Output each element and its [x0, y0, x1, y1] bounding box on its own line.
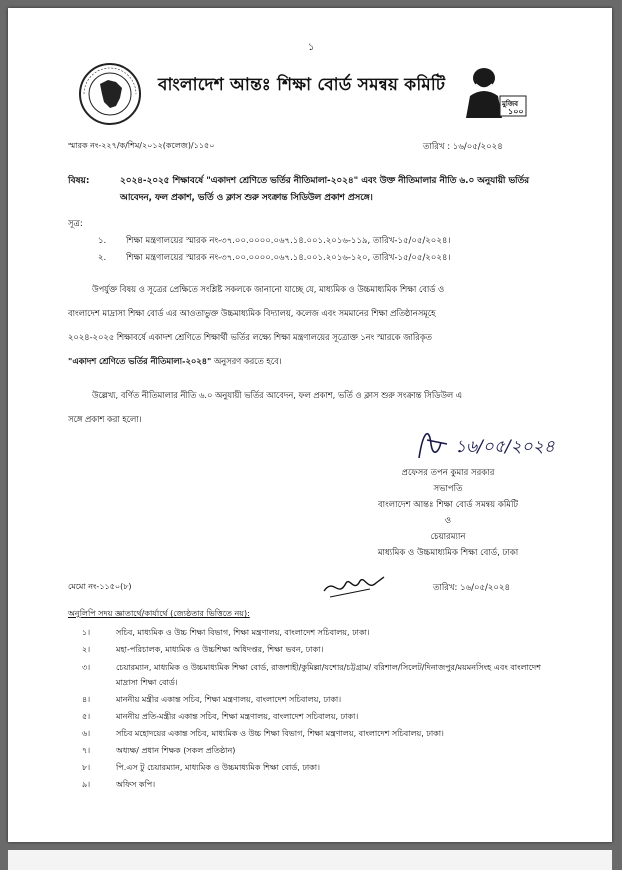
cc-item-number: ৩। [82, 663, 91, 672]
reference-item-number: ১. [98, 236, 107, 246]
cc-item-text: অধ্যক্ষ/ প্রধান শিক্ষক (সকল প্রতিষ্ঠান) [116, 746, 236, 755]
cc-item-number: ১। [82, 628, 91, 637]
reference-item-number: ২. [98, 253, 107, 263]
memo-date: তারিখ: ১৬/০৫/২০২৪ [433, 583, 511, 593]
initial-signature-icon [320, 569, 388, 603]
cc-item-text: সচিব মহোদয়ের একান্ত সচিব, মাধ্যমিক ও উচ্চ শিক্ষা বিভাগ, শিক্ষা মন্ত্রণালয়, বাংলাদেশ সচিবালয়, ঢাকা। [116, 729, 444, 738]
cc-item-number: ৮। [82, 763, 91, 772]
cc-item-text: সচিব, মাধ্যমিক ও উচ্চ শিক্ষা বিভাগ, শিক্ষা মন্ত্রণালয়, বাংলাদেশ সচিবালয়, ঢাকা। [116, 628, 370, 637]
body-paragraph-line: সঙ্গে প্রকাশ করা হলো। [68, 414, 142, 424]
cc-heading: অনুলিপি সদয় জ্ঞাতার্থে/কার্যার্থে (জ্যেষ্ঠতার ভিত্তিতে নয়): [68, 609, 250, 618]
cc-item-number: ৯। [82, 780, 91, 789]
cc-item-text: মাননীয় মন্ত্রীর একান্ত সচিব, শিক্ষা মন্ত্রণালয়, বাংলাদেশ সচিবালয়, ঢাকা। [116, 695, 342, 704]
cc-item-number: ২। [82, 645, 91, 654]
cc-item-text: মাননীয় প্রতি-মন্ত্রীর একান্ত সচিব, শিক্ষা মন্ত্রণালয়, বাংলাদেশ সচিবালয়, ঢাকা। [116, 712, 359, 721]
page-number: ১ [308, 42, 315, 53]
signatory-role: চেয়ারম্যান [430, 532, 466, 542]
memo-number: মেমো নং-১১৫০(৮) [68, 582, 132, 591]
document-title: বাংলাদেশ আন্তঃ শিক্ষা বোর্ড সমন্বয় কমিটি [158, 75, 446, 95]
next-page-edge [8, 850, 612, 870]
government-seal-icon [78, 62, 142, 126]
cc-item-text: অফিস কপি। [116, 780, 156, 789]
cc-item-number: ৫। [82, 712, 91, 721]
body-paragraph-line [68, 352, 560, 371]
signatory-role: বাংলাদেশ আন্তঃ শিক্ষা বোর্ড সমন্বয় কমিটি [377, 500, 519, 510]
body-paragraph-line: বাংলাদেশ মাদ্রাসা শিক্ষা বোর্ড এর আওতাভুক্ত উচ্চমাধ্যমিক বিদ্যালয়, কলেজ এবং সমমানের শিক্ষা প্রতিষ্ঠানসমূহে [68, 308, 436, 318]
reference-item-text: শিক্ষা মন্ত্রণালয়ের স্মারক নং-৩৭.০০.০০০০.০৬৭.১৪.০০১.২০১৬-১১৯, তারিখ-১৫/০৫/২০২৪। [126, 236, 451, 246]
signature-icon [413, 422, 593, 468]
body-paragraph-line: উল্লেখ্য, বর্ণিত নীতিমালার নীতি ৬.০ অনুযায়ী ভর্তির আবেদন, ফল প্রকাশ, ভর্তি ও ক্লাস শুরু সংক্রান্ত সিডিউল এ [92, 390, 462, 400]
reference-number: স্মারক নং-২২৭/ক/শিম/২০১২(কলেজ)/১১৫০ [68, 141, 215, 150]
document-page [8, 8, 612, 842]
signatory-connector: ও [444, 516, 452, 526]
cc-item-number: ৪। [82, 695, 91, 704]
signatory-role: মাধ্যমিক ও উচ্চমাধ্যমিক শিক্ষা বোর্ড, ঢাকা [377, 548, 519, 558]
reference-label: সূত্র: [68, 219, 83, 229]
body-text: অনুসরণ করতে হবে। [211, 356, 282, 366]
body-paragraph-line: ২০২৪-২০২৫ শিক্ষাবর্ষে একাদশ শ্রেণিতে শিক্ষার্থী ভর্তির লক্ষ্যে শিক্ষা মন্ত্রণালয়ের সূত্রোক্ত ১নং স্মারকে জারিকৃত [68, 332, 432, 342]
reference-item-text: শিক্ষা মন্ত্রণালয়ের স্মারক নং-৩৭.০০.০০০০.০৬৭.১৪.০০১.২০১৬-১২০, তারিখ-১৫/০৫/২০২৪। [126, 253, 451, 263]
signatory-role: সভাপতি [433, 484, 463, 494]
cc-item-number: ৬। [82, 729, 91, 738]
signature-date: ১৬/০৫/২০২৪ [455, 437, 555, 457]
subject-label: বিষয়: [68, 176, 90, 186]
document-date: তারিখ : ১৬/০৫/২০২৪ [423, 142, 503, 152]
svg-text:১০০: ১০০ [508, 107, 524, 116]
cc-item-text: পি.এস টু চেয়ারম্যান, মাধ্যমিক ও উচ্চমাধ্যমিক শিক্ষা বোর্ড, ঢাকা। [116, 763, 320, 772]
memorial-logo-icon [456, 62, 528, 120]
signatory-name: প্রফেসর তপন কুমার সরকার [401, 468, 495, 478]
body-paragraph-line: উপর্যুক্ত বিষয় ও সূত্রের প্রেক্ষিতে সংশ্লিষ্ট সকলকে জানানো যাচ্ছে যে, মাধ্যমিক ও উচ্চমাধ্যমিক শিক্ষা বোর্ড ও [92, 284, 445, 294]
cc-item-text: চেয়ারম্যান, মাধ্যমিক ও উচ্চমাধ্যমিক শিক্ষা বোর্ড, রাজশাহী/কুমিল্লা/যশোর/চট্টগ্রাম/ বরিশাল/সিলেট/দিনাজপুর/ময়মনসিংহ এবং বাংলাদেশ মাদ্রাসা শিক্ষা বোর্ড। [116, 663, 541, 687]
subject-text: ২০২৪-২০২৫ শিক্ষাবর্ষে "একাদশ শ্রেণিতে ভর্তির নীতিমালা-২০২৪" এবং উক্ত নীতিমালার নীতি ৬.০ অনুযায়ী ভর্তির আবেদন, ফল প্রকাশ, ভর্তি ও ক্লাস শুরু সংক্রান্ত সিডিউল প্রকাশ প্রসঙ্গে। [120, 176, 529, 203]
svg-text:মুজিব: মুজিব [502, 100, 519, 108]
cc-item-number: ৭। [82, 746, 91, 755]
policy-title: "একাদশ শ্রেণিতে ভর্তির নীতিমালা-২০২৪" [68, 356, 212, 366]
cc-item-text: মহা-পরিচালক, মাধ্যমিক ও উচ্চশিক্ষা অধিদপ্তর, শিক্ষা ভবন, ঢাকা। [116, 645, 324, 654]
